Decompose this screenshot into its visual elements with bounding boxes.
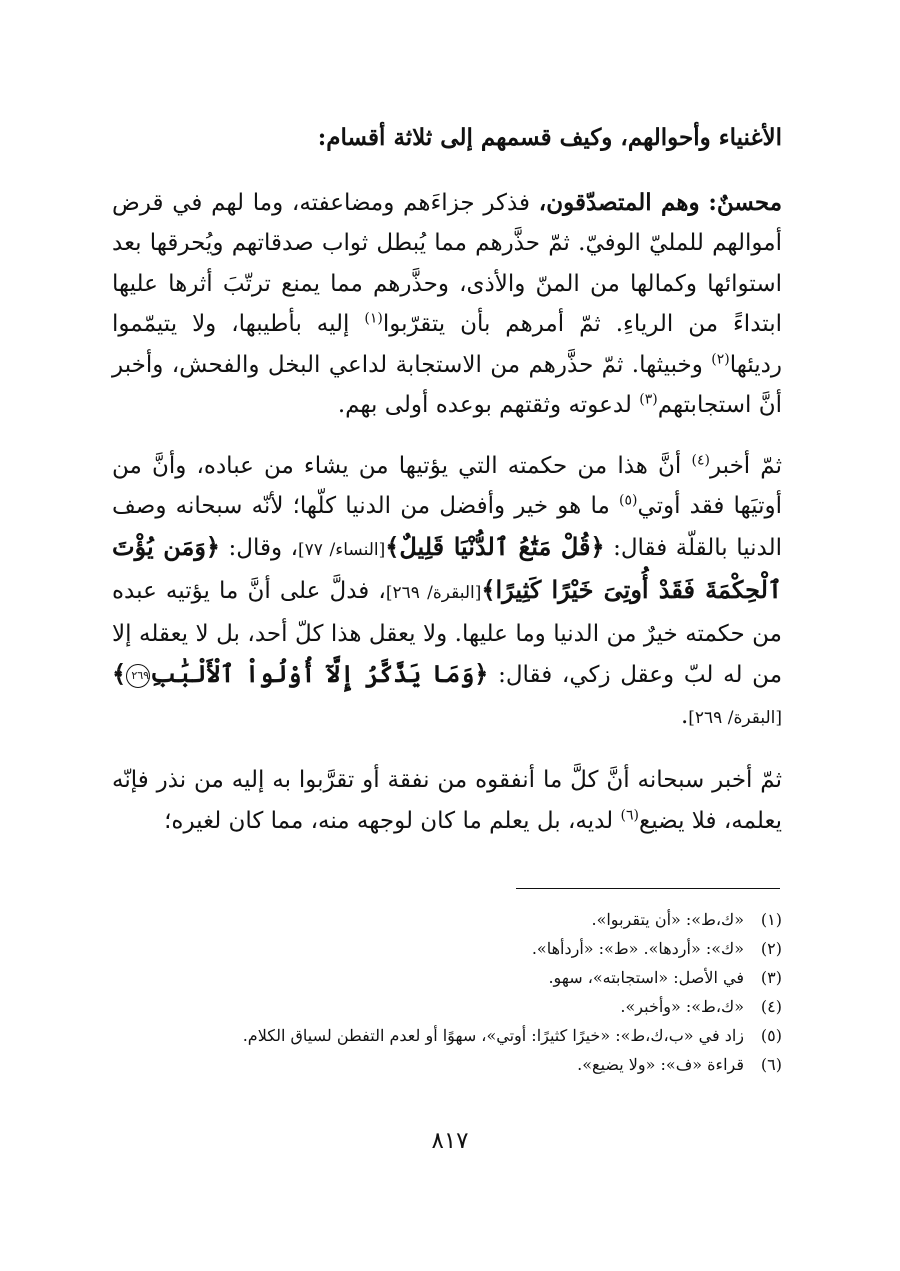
quran-verse-1: ﴿قُلْ مَتَٰعُ ٱلدُّنْيَا قَلِيلٌ﴾ bbox=[385, 531, 605, 561]
continuation-heading: الأغنياء وأحوالهم، وكيف قسمهم إلى ثلاثة أقسام: bbox=[317, 124, 782, 151]
footnote-item bbox=[112, 963, 782, 992]
quran-verse-3 bbox=[112, 659, 488, 688]
paragraph-3 bbox=[112, 760, 782, 841]
paragraph-3-text-a: ثمّ أخبر سبحانه أنَّ كلَّ ما أنفقوه من نفقة أو تقرَّبوا به إليه من نذر فإنّه يعلمه، فلا يضيع bbox=[112, 767, 782, 834]
footnote-text: قراءة «ف»: «ولا يضيع». bbox=[577, 1055, 744, 1074]
footnote-ref-3[interactable]: (٣) bbox=[639, 391, 658, 408]
footnote-ref-2[interactable]: (٢) bbox=[711, 350, 730, 367]
verse-reference-1: [النساء/ ٧٧] bbox=[298, 539, 386, 560]
footnote-number: (٦) bbox=[760, 1055, 782, 1074]
page-number: ٨١٧ bbox=[431, 1128, 469, 1154]
paragraph-2-text-e: ، فدلَّ على أنَّ ما يؤتيه عبده من حكمته خيرٌ من الدنيا وما عليها. ولا يعقل هذا كلّ أحد، بل لا يعقله إلا من له لبّ وعقل زكي، فقال: bbox=[112, 578, 783, 688]
paragraph-2-text-f: . bbox=[680, 702, 689, 729]
verse-reference-2: [البقرة/ ٢٦٩] bbox=[385, 583, 482, 603]
quran-verse-3-close: ﴾ bbox=[112, 659, 127, 688]
footnote-item bbox=[112, 992, 782, 1021]
footnote-number: (٥) bbox=[760, 1026, 782, 1045]
footnote-item bbox=[112, 905, 782, 934]
footnote-item bbox=[112, 1050, 782, 1079]
paragraph-1-text-c: وخبيثها. ثمّ حذَّرهم من الاستجابة لداعي البخل والفحش، وأخبر أنَّ استجابتهم bbox=[112, 351, 782, 418]
footnote-text: «ك،ط»: «وأخبر». bbox=[620, 997, 744, 1016]
ayah-number-marker: ٢٦٩ bbox=[126, 664, 150, 688]
quran-verse-3-text: ﴿وَمَا يَذَّكَّرُ إِلَّآ أُوْلُواْ ٱلْأَلْبَٰبِ bbox=[150, 659, 489, 688]
verse-reference-3: [البقرة/ ٢٦٩] bbox=[688, 707, 782, 728]
footnotes bbox=[112, 905, 782, 1079]
footnote-text: زاد في «ب،ك،ط»: «خيرًا كثيرًا: أوتي»، سهوًا أو لعدم التفطن لسياق الكلام. bbox=[242, 1026, 744, 1045]
footnote-item bbox=[112, 1021, 782, 1050]
paragraph-3-text-b: لديه، بل يعلم ما كان لوجهه منه، مما كان لغيره؛ bbox=[164, 807, 614, 834]
footnote-text: «ك،ط»: «أن يتقربوا». bbox=[591, 910, 744, 929]
paragraph-2 bbox=[112, 446, 782, 739]
paragraph-1-text-a: فذكر جزاءَهم ومضاعفته، وما لهم في قرض أموالهم للمليّ الوفيّ. ثمّ حذَّرهم مما يُبطل ثواب صدقاتهم ويُحرقها بعد استوائها وكمالها من المنّ والأذى، وحذَّرهم مما يمنع ترتّبَ أثرها عليها ابتداءً من الرياءِ. ثمّ أمرهم بأن يتقرّبوا bbox=[112, 189, 782, 337]
paragraph-1-text-b: إليه بأطيبها، ولا يتيمّموا رديئها bbox=[112, 311, 783, 378]
quran-verse-2: ﴿وَمَن يُؤْتَ ٱلْحِكْمَةَ فَقَدْ أُوتِىَ خَيْرًا كَثِيرًا﴾ bbox=[112, 531, 783, 604]
paragraph-2-text-d: ، وقال: bbox=[228, 534, 299, 561]
footnote-divider bbox=[516, 888, 780, 889]
footnote-item bbox=[112, 934, 782, 963]
paragraph-2-text-b: أنَّ هذا من حكمته التي يؤتيها من يشاء من عباده، وأنَّ من أوتيَها فقد أوتي bbox=[112, 452, 782, 519]
footnote-ref-1[interactable]: (١) bbox=[364, 310, 383, 327]
footnote-number: (١) bbox=[760, 910, 782, 929]
paragraph-2-text-a: ثمّ أخبر bbox=[709, 452, 783, 479]
footnote-ref-5[interactable]: (٥) bbox=[618, 492, 638, 509]
footnote-text: «ك»: «أردها». «ط»: «أردأها». bbox=[531, 939, 744, 958]
term-mutasaddiqun: وهم المتصدّقون، bbox=[538, 188, 700, 216]
footnote-ref-6[interactable]: (٦) bbox=[620, 806, 639, 823]
term-muhsin: محسنٌ: bbox=[708, 188, 783, 216]
main-text bbox=[112, 118, 782, 841]
paragraph-1 bbox=[112, 183, 782, 426]
paragraph-1-text-d: لدعوته وثقتهم بوعده أولى بهم. bbox=[337, 392, 632, 418]
paragraph-2-text-c: ما هو خير وأفضل من الدنيا كلّها؛ لأنّه سبحانه وصف الدنيا بالقلّة فقال: bbox=[112, 493, 783, 561]
footnote-number: (٤) bbox=[760, 997, 782, 1016]
footnote-text: في الأصل: «استجابته»، سهو. bbox=[548, 968, 744, 987]
footnote-ref-4[interactable]: (٤) bbox=[691, 451, 710, 468]
footnote-number: (٣) bbox=[760, 968, 782, 987]
footnote-number: (٢) bbox=[760, 939, 782, 958]
